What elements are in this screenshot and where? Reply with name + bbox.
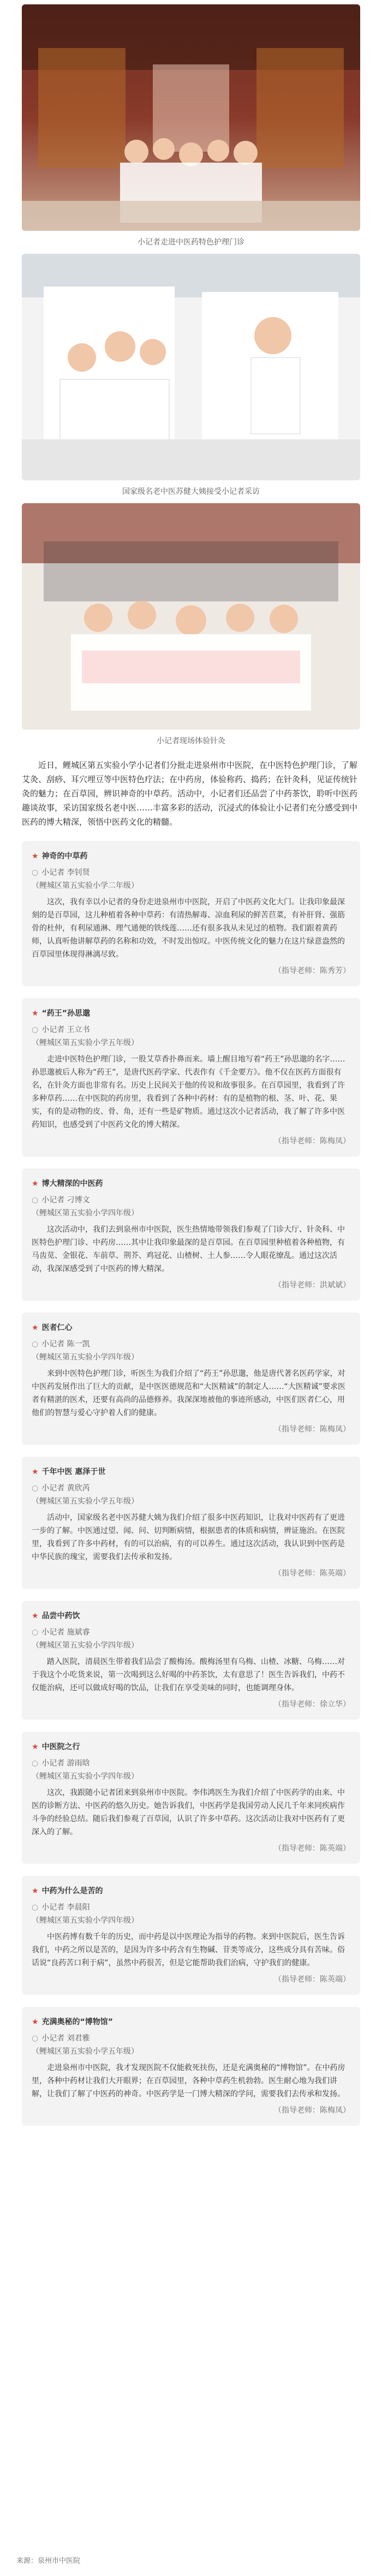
photo-block-1 [22,4,360,247]
intro-paragraph: 近日，鲤城区第五实验小学小记者们分批走进泉州市中医院，在中医特色护理门诊，了解艾灸、刮痧、耳穴埋豆等中医特色疗法；在中药房，体验称药、捣药；在针灸科，见证传统针灸的魅力；在百草园，辨识神奇的中草药。活动中，小记者们还品尝了中药茶饮，聆听中医药趣谈故事，采访国家级名老中医……丰富多彩的活动，沉浸式的体验让小记者们充分感受到中医药的博大精深，领悟中医药文化的精髓。 [22,760,358,827]
section-body: 这次，我跟随小记者团来到泉州市中医院。李伟鸿医生为我们介绍了中医药学的由来、中医的诊断方法、中医药的悠久历史。她告诉我们，中医药学是我国劳动人民几千年来同疾病作斗争的经验总结。随后我们参观了百草园，认识了许多中草药。这次活动让我对中医药有了更深入的了解。 [32,1788,345,1836]
article-section [22,998,360,1156]
section-author: ○ 小记者 陈一凯 [32,1338,350,1351]
section-body: 走进中医特色护理门诊，一股艾草香扑鼻而来。墙上醒目地写着“药王”孙思邈的名字……孙思邈被后人称为“药王”，是唐代医药学家、代表作有《千金要方》。他不仅在医药方面很有名，在针灸方面也非常有名。历史上民间关于他的传说和故事很多。在百草园里，我看到了许多种草药……在中医院的药房里，我看到了各种中药材：有的是植物的根、茎、叶、花、果实，有的是动物的皮、骨、角，还有一些是矿物质。通过这次小记者活动，我了解了许多中医药知识，也感受到了中医药文化的博大精深。 [32,1055,345,1129]
section-teacher: （指导老师：陈梅凤） [274,2106,350,2115]
section-teacher: （指导老师：洪斌斌） [274,1281,350,1290]
section-teacher: （指导老师：陈英端） [274,1569,350,1578]
section-author: ○ 小记者 李钊贤 [32,866,350,879]
section-school: （鲤城区第五实验小学二年级） [32,881,139,890]
photo-block-2 [22,254,360,497]
section-title: ★ 医者仁心 [32,1321,350,1334]
section-school: （鲤城区第五实验小学五年级） [32,1039,139,1047]
section-body: 走进泉州市中医院，我才发现医院不仅能救死扶伤，还是充满奥秘的“博物馆”。在中药房里，各种中药材让我们大开眼界；在百草园里，各种中草药生机勃勃。医生耐心地为我们讲解，让我们了解了中医药的神奇。中医药学是一门博大精深的学问，需要我们去传承和发扬。 [32,2064,345,2098]
section-title: ★ 充满奥秘的“博物馆” [32,2016,350,2029]
section-school: （鲤城区第五实验小学五年级） [32,1497,139,1506]
photo-caption: 国家级名老中医苏健大姨接受小记者采访 [122,487,260,496]
section-author: ○ 小记者 刁博文 [32,1194,350,1207]
photo-caption: 小记者走进中医药特色护理门诊 [138,238,244,247]
article-section [22,1732,360,1864]
article-section [22,1457,360,1589]
section-teacher: （指导老师：徐立华） [274,1700,350,1709]
section-title: ★ 博大精深的中医药 [32,1177,350,1190]
section-title: ★ 千年中医 惠泽于世 [32,1465,350,1478]
photo [22,4,360,231]
section-teacher: （指导老师：陈英端） [274,1844,350,1853]
article-section [22,2007,360,2126]
section-body: 这次，我有幸以小记者的身份走进泉州市中医院，开启了中医药文化大门。让我印象最深刻的是百草园，这儿种植着各种中草药：有清热解毒、凉血利尿的鲜苦苣菜，有补肝肾、强筋骨的杜仲，有利尿通淋、理气通便的铁线莲……还有很多我从未见过的植物。我们跟着黄药师，认真听他讲解草药的名称和功效，不时发出惊叹。中医传统文化的魅力在这片绿意盎然的百草园里体现得淋漓尽致。 [32,898,345,959]
section-title: ★ “药王”孙思邈 [32,1007,350,1020]
section-school: （鲤城区第五实验小学四年级） [32,1772,139,1781]
article-section [22,1313,360,1445]
section-school: （鲤城区第五实验小学四年级） [32,1353,139,1362]
section-body: 来到中医特色护理门诊，听医生为我们介绍了“药王”孙思邈，他是唐代著名医药学家，对中医药发展作出了巨大的贡献，是中医医德规范和“大医精诚”的制定人……“大医精诚”要求医者有精湛的医术，还要有高尚的品德修养。我深深地被他的事迹所感动，中医们医者仁心，用他们的智慧与爱心守护着人们的健康。 [32,1369,346,1417]
section-teacher: （指导老师：陈秀芳） [274,967,350,975]
section-teacher: （指导老师：陈英端） [274,1975,350,1984]
section-teacher: （指导老师：陈梅凤） [274,1137,350,1146]
section-school: （鲤城区第五实验小学四年级） [32,1641,139,1650]
section-title: ★ 神奇的中草药 [32,850,350,863]
photo-caption: 小记者现场体验针灸 [157,737,225,746]
photo [22,503,360,730]
section-body: 踏入医院，清晨医生带着我们品尝了酸梅汤。酸梅汤里有乌梅、山楂、冰糖、乌梅……对于我这个小吃货来说，第一次喝到这么好喝的中药茶饮，太有意思了！医生告诉我们，中药不仅能治病，还可以做成好喝的饮品，让我们在享受美味的同时，也能调理身体。 [32,1657,345,1692]
section-author: ○ 小记者 施斌睿 [32,1626,350,1639]
section-body: 活动中，国家级名老中医苏健大姨为我们介绍了很多中医药知识，让我对中医药有了更进一步的了解。中医通过望、闻、问、切判断病情，根据患者的体质和病情，辨证施治。在医院里，我看到了许多中药材，有的可以治病，有的可以养生。通过这次活动，我认识到中医药是中华民族的瑰宝，需要我们去传承和发扬。 [32,1513,345,1561]
source-footer: 来源：泉州市中医院 [16,2557,81,2565]
article-section [22,1168,360,1301]
section-title: ★ 中药为什么是苦的 [32,1885,350,1898]
photo [22,254,360,480]
section-school: （鲤城区第五实验小学四年级） [32,1916,139,1925]
photo-block-3 [22,503,360,746]
section-author: ○ 小记者 李晨阳 [32,1901,350,1914]
section-author: ○ 小记者 游雨晗 [32,1757,350,1770]
article-section [22,1876,360,1995]
section-title: ★ 中医院之行 [32,1740,350,1754]
section-school: （鲤城区第五实验小学五年级） [32,2047,139,2056]
section-body: 中医药博有数千年的历史，而中药是以中医理论为指导的药物。来到中医院后，医生告诉我们，中药之所以是苦的，是因为许多中药含有生物碱、苷类等成分，这些成分具有苦味。俗话说“良药苦口利于病”，虽然中药很苦，但是它能帮助我们治病，守护我们的健康。 [32,1933,345,1967]
article-section [22,841,360,986]
section-title: ★ 品尝中药饮 [32,1609,350,1623]
article-section [22,1601,360,1720]
section-body: 这次活动中，我们去到泉州市中医院，医生热情地带领我们参观了门诊大厅、针灸科、中医特色护理门诊、中药房……其中让我印象最深的是百草园。在百草园里种植着各种植物，有马齿苋、金银花、车前草、荆芥、鸡冠花、山楂树、土人参……令人眼花缭乱。通过这次活动，我深深感受到了中医药的博大精深。 [32,1225,345,1273]
section-author: ○ 小记者 黄欣芮 [32,1482,350,1495]
section-teacher: （指导老师：陈梅凤） [274,1425,350,1434]
section-school: （鲤城区第五实验小学四年级） [32,1209,139,1218]
section-author: ○ 小记者 王立书 [32,1023,350,1036]
section-author: ○ 小记者 刘君雅 [32,2032,350,2045]
